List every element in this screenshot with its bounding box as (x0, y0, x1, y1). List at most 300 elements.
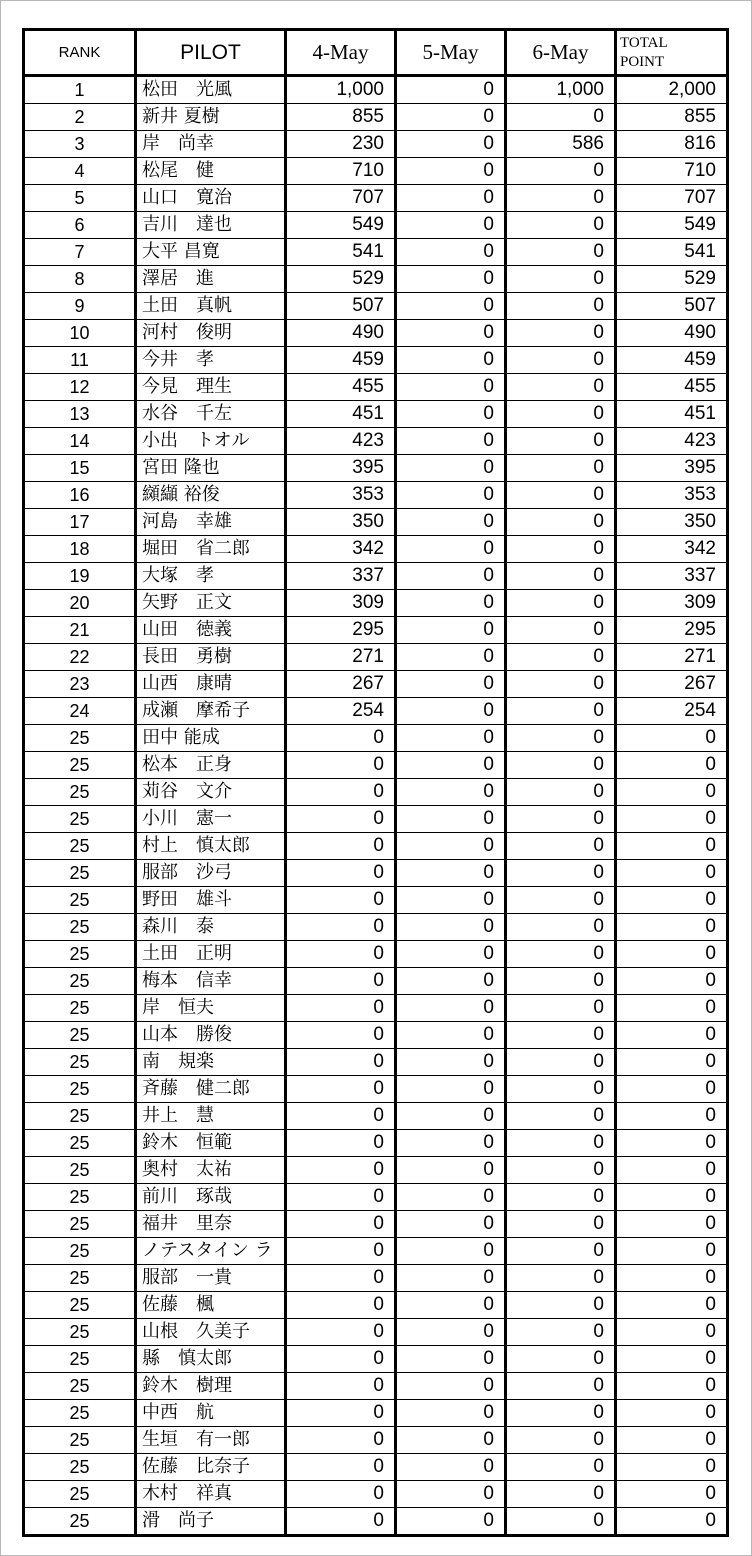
day2-points-cell: 0 (396, 779, 506, 806)
total-points-cell: 0 (616, 1022, 728, 1049)
rank-cell: 17 (24, 509, 136, 536)
day3-points-cell: 0 (506, 158, 616, 185)
day1-points-cell: 0 (286, 752, 396, 779)
day1-points-cell: 0 (286, 779, 396, 806)
ranking-table (22, 28, 729, 1537)
day1-points-cell: 0 (286, 806, 396, 833)
table-row (24, 671, 728, 698)
day3-points-cell: 0 (506, 968, 616, 995)
pilot-name-cell: 生垣 有一郎 (136, 1427, 286, 1454)
pilot-name-cell: 山口 寛治 (136, 185, 286, 212)
day3-points-cell: 0 (506, 1157, 616, 1184)
day2-points-cell: 0 (396, 1049, 506, 1076)
rank-cell: 25 (24, 1238, 136, 1265)
day2-points-cell: 0 (396, 1292, 506, 1319)
day3-points-cell: 0 (506, 1481, 616, 1508)
day3-points-cell: 0 (506, 266, 616, 293)
day1-points-cell: 0 (286, 1292, 396, 1319)
day1-points-cell: 0 (286, 1400, 396, 1427)
day1-points-cell: 0 (286, 1373, 396, 1400)
day3-points-cell: 0 (506, 698, 616, 725)
total-points-cell: 855 (616, 104, 728, 131)
day3-points-cell: 0 (506, 1022, 616, 1049)
total-points-cell: 0 (616, 752, 728, 779)
table-row (24, 1103, 728, 1130)
rank-cell: 18 (24, 536, 136, 563)
day3-points-cell: 0 (506, 617, 616, 644)
day2-points-cell: 0 (396, 347, 506, 374)
total-points-cell: 395 (616, 455, 728, 482)
day1-points-cell: 0 (286, 1130, 396, 1157)
pilot-name-cell: 澤居 進 (136, 266, 286, 293)
rank-cell: 9 (24, 293, 136, 320)
day1-points-cell: 529 (286, 266, 396, 293)
table-row (24, 752, 728, 779)
day1-points-cell: 309 (286, 590, 396, 617)
day2-points-cell: 0 (396, 1265, 506, 1292)
total-points-cell: 0 (616, 1319, 728, 1346)
pilot-name-cell: 佐藤 比奈子 (136, 1454, 286, 1481)
day1-points-cell: 707 (286, 185, 396, 212)
total-points-cell: 0 (616, 1373, 728, 1400)
pilot-name-cell: 堀田 省二郎 (136, 536, 286, 563)
day1-points-cell: 337 (286, 563, 396, 590)
table-row (24, 698, 728, 725)
day1-points-cell: 0 (286, 1481, 396, 1508)
total-points-cell: 254 (616, 698, 728, 725)
ranking-rows (24, 76, 728, 1536)
day1-points-cell: 455 (286, 374, 396, 401)
day3-points-cell: 0 (506, 347, 616, 374)
total-points-cell: 0 (616, 1103, 728, 1130)
day2-points-cell: 0 (396, 1346, 506, 1373)
pilot-name-cell: 鈴木 恒範 (136, 1130, 286, 1157)
day3-points-cell: 0 (506, 185, 616, 212)
rank-cell: 15 (24, 455, 136, 482)
day2-points-cell: 0 (396, 374, 506, 401)
rank-cell: 25 (24, 806, 136, 833)
total-points-cell: 0 (616, 1184, 728, 1211)
rank-cell: 19 (24, 563, 136, 590)
table-row (24, 806, 728, 833)
day2-points-cell: 0 (396, 455, 506, 482)
table-row (24, 995, 728, 1022)
total-points-cell: 0 (616, 1238, 728, 1265)
day3-points-cell: 0 (506, 374, 616, 401)
day3-points-cell: 0 (506, 1211, 616, 1238)
day3-points-cell: 0 (506, 644, 616, 671)
table-row (24, 76, 728, 104)
total-points-cell: 0 (616, 968, 728, 995)
day3-points-cell: 0 (506, 428, 616, 455)
pilot-name-cell: 岸 恒夫 (136, 995, 286, 1022)
rank-cell: 25 (24, 752, 136, 779)
pilot-name-cell: 松本 正身 (136, 752, 286, 779)
header-pilot: PILOT (136, 30, 286, 76)
pilot-name-cell: 新井 夏樹 (136, 104, 286, 131)
rank-cell: 25 (24, 914, 136, 941)
day3-points-cell: 0 (506, 1400, 616, 1427)
day1-points-cell: 230 (286, 131, 396, 158)
total-points-cell: 549 (616, 212, 728, 239)
total-points-cell: 529 (616, 266, 728, 293)
table-row (24, 1292, 728, 1319)
total-points-cell: 0 (616, 1076, 728, 1103)
total-points-cell: 0 (616, 995, 728, 1022)
pilot-name-cell: 山本 勝俊 (136, 1022, 286, 1049)
table-row (24, 1427, 728, 1454)
table-row (24, 1508, 728, 1536)
rank-cell: 10 (24, 320, 136, 347)
day1-points-cell: 267 (286, 671, 396, 698)
header-day-5-may: 5-May (396, 30, 506, 76)
day1-points-cell: 0 (286, 833, 396, 860)
total-points-cell: 507 (616, 293, 728, 320)
day3-points-cell: 0 (506, 671, 616, 698)
table-row (24, 1400, 728, 1427)
day2-points-cell: 0 (396, 1076, 506, 1103)
table-row (24, 266, 728, 293)
day2-points-cell: 0 (396, 239, 506, 266)
table-row (24, 239, 728, 266)
table-row (24, 833, 728, 860)
day1-points-cell: 0 (286, 725, 396, 752)
table-row (24, 644, 728, 671)
total-points-cell: 541 (616, 239, 728, 266)
pilot-name-cell: 田中 能成 (136, 725, 286, 752)
day3-points-cell: 1,000 (506, 76, 616, 104)
table-row (24, 563, 728, 590)
total-points-cell: 0 (616, 1427, 728, 1454)
day3-points-cell: 0 (506, 482, 616, 509)
day2-points-cell: 0 (396, 995, 506, 1022)
total-points-cell: 0 (616, 1481, 728, 1508)
day3-points-cell: 0 (506, 1265, 616, 1292)
rank-cell: 7 (24, 239, 136, 266)
rank-cell: 2 (24, 104, 136, 131)
table-row (24, 536, 728, 563)
total-points-cell: 0 (616, 1157, 728, 1184)
total-points-cell: 295 (616, 617, 728, 644)
pilot-name-cell: 苅谷 文介 (136, 779, 286, 806)
day1-points-cell: 353 (286, 482, 396, 509)
rank-cell: 5 (24, 185, 136, 212)
day3-points-cell: 0 (506, 212, 616, 239)
rank-cell: 3 (24, 131, 136, 158)
day3-points-cell: 0 (506, 779, 616, 806)
day1-points-cell: 254 (286, 698, 396, 725)
day2-points-cell: 0 (396, 509, 506, 536)
table-row (24, 1373, 728, 1400)
table-row (24, 1184, 728, 1211)
rank-cell: 25 (24, 1454, 136, 1481)
table-row (24, 1130, 728, 1157)
day2-points-cell: 0 (396, 941, 506, 968)
day1-points-cell: 0 (286, 1265, 396, 1292)
day1-points-cell: 549 (286, 212, 396, 239)
day2-points-cell: 0 (396, 293, 506, 320)
day1-points-cell: 0 (286, 1184, 396, 1211)
table-row (24, 1319, 728, 1346)
pilot-name-cell: 野田 雄斗 (136, 887, 286, 914)
day2-points-cell: 0 (396, 131, 506, 158)
day3-points-cell: 0 (506, 320, 616, 347)
pilot-name-cell: 福井 里奈 (136, 1211, 286, 1238)
day3-points-cell: 0 (506, 806, 616, 833)
header-day-4-may: 4-May (286, 30, 396, 76)
day2-points-cell: 0 (396, 1373, 506, 1400)
pilot-name-cell: 森川 泰 (136, 914, 286, 941)
table-row (24, 1076, 728, 1103)
table-row (24, 158, 728, 185)
rank-cell: 20 (24, 590, 136, 617)
day1-points-cell: 1,000 (286, 76, 396, 104)
total-points-cell: 459 (616, 347, 728, 374)
day3-points-cell: 0 (506, 1103, 616, 1130)
table-row (24, 320, 728, 347)
day3-points-cell: 0 (506, 104, 616, 131)
rank-cell: 25 (24, 725, 136, 752)
day2-points-cell: 0 (396, 752, 506, 779)
day3-points-cell: 0 (506, 725, 616, 752)
pilot-name-cell: 滑 尚子 (136, 1508, 286, 1536)
pilot-name-cell: 山西 康晴 (136, 671, 286, 698)
pilot-name-cell: 岸 尚幸 (136, 131, 286, 158)
rank-cell: 4 (24, 158, 136, 185)
day2-points-cell: 0 (396, 320, 506, 347)
day3-points-cell: 0 (506, 293, 616, 320)
day2-points-cell: 0 (396, 563, 506, 590)
rank-cell: 25 (24, 1157, 136, 1184)
header-day-6-may: 6-May (506, 30, 616, 76)
total-points-cell: 0 (616, 941, 728, 968)
rank-cell: 11 (24, 347, 136, 374)
day1-points-cell: 0 (286, 914, 396, 941)
day3-points-cell: 0 (506, 1076, 616, 1103)
total-points-cell: 309 (616, 590, 728, 617)
day1-points-cell: 459 (286, 347, 396, 374)
header-total-line1: TOTAL (620, 34, 668, 51)
rank-cell: 25 (24, 1373, 136, 1400)
day3-points-cell: 0 (506, 1319, 616, 1346)
rank-cell: 25 (24, 1076, 136, 1103)
pilot-name-cell: 中西 航 (136, 1400, 286, 1427)
table-row (24, 1346, 728, 1373)
day1-points-cell: 0 (286, 1049, 396, 1076)
total-points-cell: 455 (616, 374, 728, 401)
table-row (24, 1481, 728, 1508)
day3-points-cell: 0 (506, 860, 616, 887)
table-row (24, 968, 728, 995)
pilot-name-cell: 服部 沙弓 (136, 860, 286, 887)
pilot-name-cell: 土田 真帆 (136, 293, 286, 320)
pilot-name-cell: 梅本 信幸 (136, 968, 286, 995)
day1-points-cell: 350 (286, 509, 396, 536)
day2-points-cell: 0 (396, 401, 506, 428)
table-row (24, 914, 728, 941)
rank-cell: 23 (24, 671, 136, 698)
rank-cell: 25 (24, 1427, 136, 1454)
rank-cell: 25 (24, 1346, 136, 1373)
day2-points-cell: 0 (396, 1184, 506, 1211)
day2-points-cell: 0 (396, 860, 506, 887)
total-points-cell: 0 (616, 1346, 728, 1373)
table-row (24, 1265, 728, 1292)
day3-points-cell: 0 (506, 1373, 616, 1400)
day1-points-cell: 0 (286, 1346, 396, 1373)
rank-cell: 25 (24, 1049, 136, 1076)
day2-points-cell: 0 (396, 887, 506, 914)
day3-points-cell: 0 (506, 833, 616, 860)
total-points-cell: 271 (616, 644, 728, 671)
total-points-cell: 451 (616, 401, 728, 428)
day1-points-cell: 271 (286, 644, 396, 671)
pilot-name-cell: 大平 昌寛 (136, 239, 286, 266)
rank-cell: 25 (24, 1022, 136, 1049)
day2-points-cell: 0 (396, 482, 506, 509)
day2-points-cell: 0 (396, 1211, 506, 1238)
rank-cell: 25 (24, 1481, 136, 1508)
pilot-name-cell: 今見 理生 (136, 374, 286, 401)
pilot-name-cell: 今井 孝 (136, 347, 286, 374)
day2-points-cell: 0 (396, 1481, 506, 1508)
rank-cell: 25 (24, 1184, 136, 1211)
total-points-cell: 350 (616, 509, 728, 536)
day2-points-cell: 0 (396, 1022, 506, 1049)
rank-cell: 14 (24, 428, 136, 455)
table-row (24, 104, 728, 131)
rank-cell: 25 (24, 1319, 136, 1346)
pilot-name-cell: 矢野 正文 (136, 590, 286, 617)
day2-points-cell: 0 (396, 1238, 506, 1265)
day3-points-cell: 0 (506, 995, 616, 1022)
day1-points-cell: 0 (286, 1319, 396, 1346)
rank-cell: 25 (24, 968, 136, 995)
day3-points-cell: 586 (506, 131, 616, 158)
rank-cell: 25 (24, 1508, 136, 1536)
rank-cell: 25 (24, 995, 136, 1022)
pilot-name-cell: 河村 俊明 (136, 320, 286, 347)
day1-points-cell: 0 (286, 941, 396, 968)
day1-points-cell: 0 (286, 995, 396, 1022)
total-points-cell: 0 (616, 1049, 728, 1076)
day2-points-cell: 0 (396, 833, 506, 860)
rank-cell: 25 (24, 779, 136, 806)
pilot-name-cell: 木村 祥真 (136, 1481, 286, 1508)
day2-points-cell: 0 (396, 1319, 506, 1346)
day1-points-cell: 451 (286, 401, 396, 428)
pilot-name-cell: 小川 憲一 (136, 806, 286, 833)
total-points-cell: 2,000 (616, 76, 728, 104)
day1-points-cell: 342 (286, 536, 396, 563)
day3-points-cell: 0 (506, 1049, 616, 1076)
table-row (24, 212, 728, 239)
day2-points-cell: 0 (396, 914, 506, 941)
day2-points-cell: 0 (396, 1400, 506, 1427)
day3-points-cell: 0 (506, 941, 616, 968)
day1-points-cell: 541 (286, 239, 396, 266)
pilot-name-cell: 宮田 隆也 (136, 455, 286, 482)
day2-points-cell: 0 (396, 1454, 506, 1481)
pilot-name-cell: 小出 トオル (136, 428, 286, 455)
rank-cell: 12 (24, 374, 136, 401)
day3-points-cell: 0 (506, 1130, 616, 1157)
table-row (24, 401, 728, 428)
pilot-name-cell: 河島 幸雄 (136, 509, 286, 536)
day1-points-cell: 0 (286, 1076, 396, 1103)
day2-points-cell: 0 (396, 671, 506, 698)
pilot-name-cell: 村上 慎太郎 (136, 833, 286, 860)
day1-points-cell: 395 (286, 455, 396, 482)
header-total-line2: POINT (620, 53, 665, 70)
day2-points-cell: 0 (396, 536, 506, 563)
pilot-name-cell: 成瀬 摩希子 (136, 698, 286, 725)
table-row (24, 428, 728, 455)
day2-points-cell: 0 (396, 212, 506, 239)
day1-points-cell: 295 (286, 617, 396, 644)
rank-cell: 8 (24, 266, 136, 293)
day2-points-cell: 0 (396, 266, 506, 293)
day3-points-cell: 0 (506, 1238, 616, 1265)
day1-points-cell: 0 (286, 1211, 396, 1238)
total-points-cell: 0 (616, 1130, 728, 1157)
day3-points-cell: 0 (506, 455, 616, 482)
rank-cell: 25 (24, 860, 136, 887)
day3-points-cell: 0 (506, 1454, 616, 1481)
table-row (24, 131, 728, 158)
day1-points-cell: 507 (286, 293, 396, 320)
table-row (24, 1454, 728, 1481)
pilot-name-cell: 松田 光風 (136, 76, 286, 104)
table-row (24, 455, 728, 482)
total-points-cell: 0 (616, 833, 728, 860)
table-row (24, 1157, 728, 1184)
day1-points-cell: 423 (286, 428, 396, 455)
day1-points-cell: 0 (286, 1157, 396, 1184)
table-row (24, 293, 728, 320)
total-points-cell: 0 (616, 860, 728, 887)
day1-points-cell: 490 (286, 320, 396, 347)
rank-cell: 25 (24, 1400, 136, 1427)
day1-points-cell: 855 (286, 104, 396, 131)
total-points-cell: 0 (616, 887, 728, 914)
day3-points-cell: 0 (506, 887, 616, 914)
day1-points-cell: 0 (286, 1103, 396, 1130)
day3-points-cell: 0 (506, 1427, 616, 1454)
day2-points-cell: 0 (396, 104, 506, 131)
rank-cell: 25 (24, 1211, 136, 1238)
pilot-name-cell: 斉藤 健二郎 (136, 1076, 286, 1103)
day2-points-cell: 0 (396, 1157, 506, 1184)
day1-points-cell: 710 (286, 158, 396, 185)
rank-cell: 13 (24, 401, 136, 428)
rank-cell: 25 (24, 1292, 136, 1319)
rank-cell: 16 (24, 482, 136, 509)
table-row (24, 941, 728, 968)
header-row (24, 30, 728, 76)
pilot-name-cell: 水谷 千左 (136, 401, 286, 428)
pilot-name-cell: ノテスタイン ラ (136, 1238, 286, 1265)
rank-cell: 25 (24, 941, 136, 968)
pilot-name-cell: 松尾 健 (136, 158, 286, 185)
total-points-cell: 490 (616, 320, 728, 347)
day2-points-cell: 0 (396, 806, 506, 833)
table-row (24, 887, 728, 914)
day2-points-cell: 0 (396, 1508, 506, 1536)
total-points-cell: 0 (616, 1211, 728, 1238)
pilot-name-cell: 鈴木 樹理 (136, 1373, 286, 1400)
header-rank: RANK (24, 30, 136, 76)
